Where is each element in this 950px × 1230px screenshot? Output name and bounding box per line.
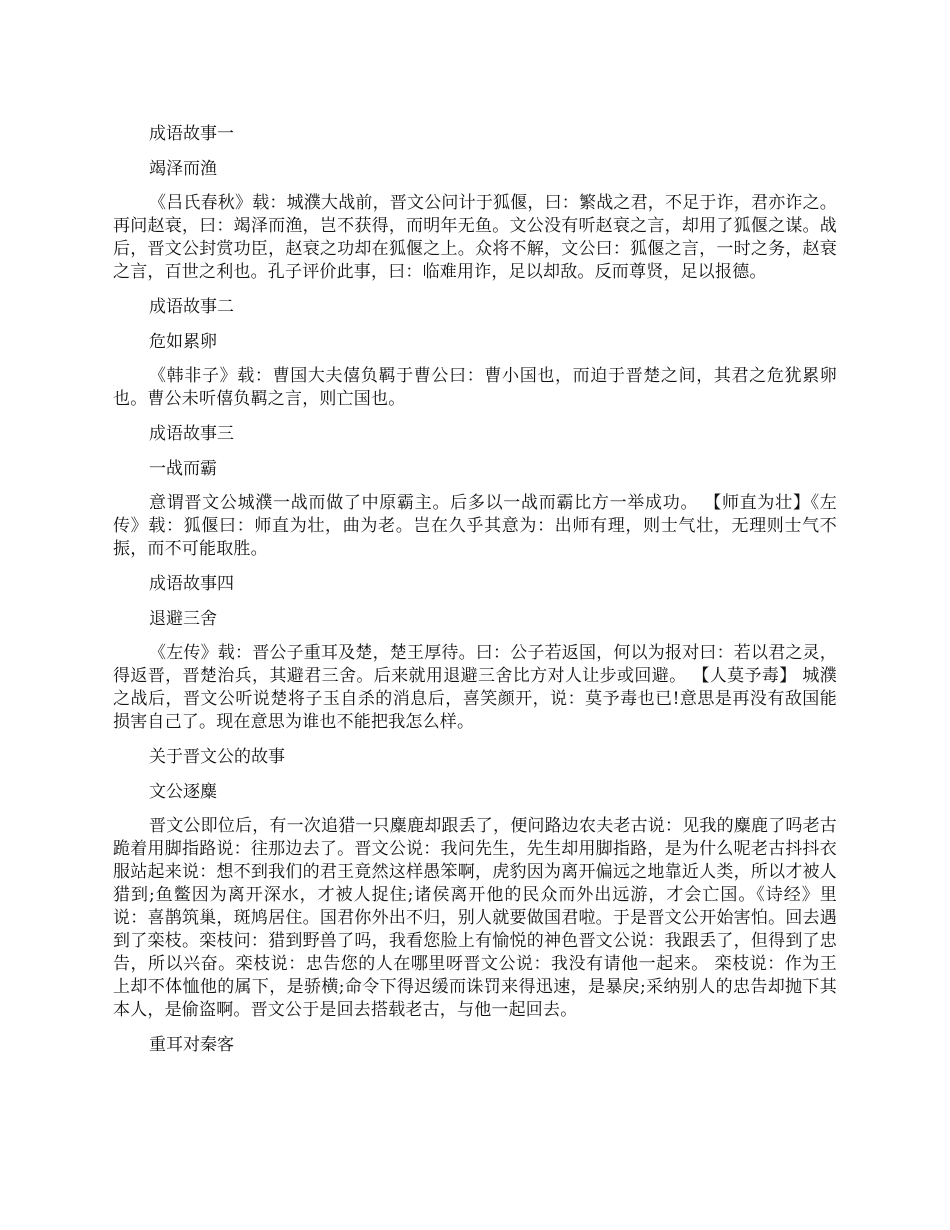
idiom-title: 一战而霸 bbox=[149, 459, 217, 479]
story-paragraph: 《韩非子》载：曹国大夫僖负羁于曹公曰：曹小国也，而迫于晋楚之间，其君之危犹累卵也。曹公未听僖负羁之言，则亡国也。 bbox=[113, 366, 837, 409]
section-title: 成语故事二 bbox=[149, 297, 234, 317]
document-page bbox=[113, 122, 837, 1068]
section-title: 关于晋文公的故事 bbox=[149, 747, 285, 767]
idiom-title: 文公逐麋 bbox=[149, 782, 217, 802]
section-title: 成语故事三 bbox=[149, 424, 234, 444]
story-paragraph: 《左传》载：晋公子重耳及楚，楚王厚待。曰：公子若返国，何以为报对曰：若以君之灵，得返晋，晋楚治兵，其避君三舍。后来就用退避三舍比方对人让步或回避。 【人莫予毒】 城濮之战后，晋文公听说楚将子玉自杀的消息后，喜笑颜开，说：莫予毒也已!意思是再没有敌国能损害自己了。现在意思为谁也不能把我怎么样。 bbox=[113, 643, 837, 732]
section-title: 成语故事一 bbox=[149, 124, 234, 144]
idiom-title: 危如累卵 bbox=[149, 332, 217, 352]
section-title: 成语故事四 bbox=[149, 574, 234, 594]
story-paragraph: 晋文公即位后，有一次追猎一只麋鹿却跟丢了，便问路边农夫老古说：见我的麋鹿了吗老古跪着用脚指路说：往那边去了。晋文公说：我问先生，先生却用脚指路，是为什么呢老古抖抖衣服站起来说：想不到我们的君王竟然这样愚笨啊，虎豹因为离开偏远之地靠近人类，所以才被人猎到;鱼鳖因为离开深水，才被人捉住;诸侯离开他的民众而外出远游，才会亡国。《诗经》里说：喜鹊筑巢，斑鸠居住。国君你外出不归，别人就要做国君啦。于是晋文公开始害怕。回去遇到了栾枝。栾枝问：猎到野兽了吗，我看您脸上有愉悦的神色晋文公说：我跟丢了，但得到了忠告，所以兴奋。栾枝说：忠告您的人在哪里呀晋文公说：我没有请他一起来。 栾枝说：作为王上却不体恤他的属下，是骄横;命令下得迟缓而诛罚来得迅速，是暴戾;采纳别人的忠告却抛下其本人，是偷盗啊。晋文公于是回去搭载老古，与他一起回去。 bbox=[113, 816, 837, 1020]
idiom-title: 退避三舍 bbox=[149, 609, 217, 629]
story-paragraph: 《吕氏春秋》载：城濮大战前，晋文公问计于狐偃，曰：繁战之君，不足于诈，君亦诈之。再问赵衰，曰：竭泽而渔，岂不获得，而明年无鱼。文公没有听赵衰之言，却用了狐偃之谋。战后，晋文公封赏功臣，赵衰之功却在狐偃之上。众将不解，文公曰：狐偃之言，一时之务，赵衰之言，百世之利也。孔子评价此事，曰：临难用诈，足以却敌。反而尊贤，足以报德。 bbox=[113, 193, 837, 282]
idiom-title: 竭泽而渔 bbox=[149, 159, 217, 179]
section-title: 重耳对秦客 bbox=[149, 1035, 234, 1055]
story-paragraph: 意谓晋文公城濮一战而做了中原霸主。后多以一战而霸比方一举成功。 【师直为壮】《左传》载：狐偃曰：师直为壮，曲为老。岂在久乎其意为：出师有理，则士气壮，无理则士气不振，而不可能取胜。 bbox=[113, 493, 837, 559]
